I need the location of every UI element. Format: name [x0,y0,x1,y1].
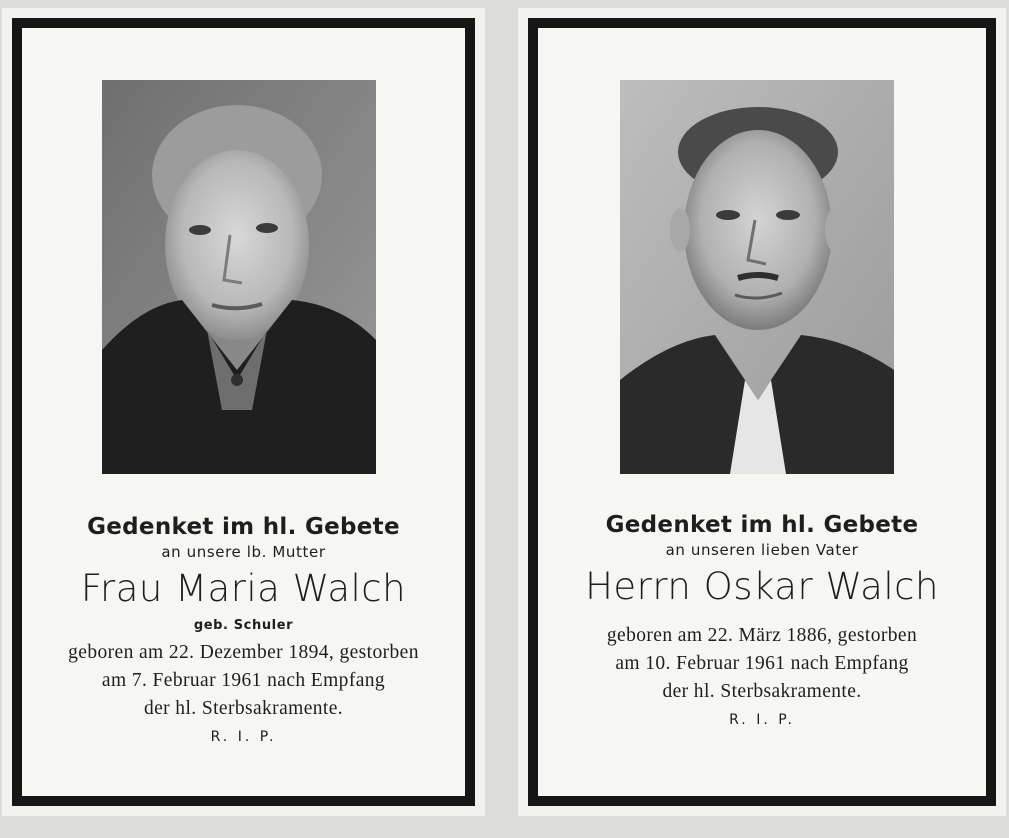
life-dates-line-3: der hl. Sterbsakramente. [662,681,862,702]
black-frame [528,18,996,806]
deceased-name: Herrn Oskar Walch [585,565,939,608]
life-dates-line-1: geboren am 22. Dezember 1894, gestorben [68,642,419,663]
rip-text: R. I. P. [210,729,277,745]
life-dates-line-2: am 7. Februar 1961 nach Empfang [101,670,386,691]
portrait-woman-image [102,80,376,474]
memorial-text-right [538,512,986,728]
rip-text: R. I. P. [729,712,795,728]
memorial-heading: Gedenket im hl. Gebete [605,512,919,538]
portrait-photo-woman [102,80,376,474]
black-frame [12,18,475,806]
life-dates-line-1: geboren am 22. März 1886, gestorben [606,625,918,646]
memorial-subheading: an unseren lieben Vater [665,541,859,559]
maiden-name: geb. Schuler [193,618,294,633]
life-dates-line-3: der hl. Sterbsakramente. [143,698,344,719]
deceased-name: Frau Maria Walch [80,567,407,610]
memorial-card-right [518,8,1006,816]
memorial-subheading: an unsere lb. Mutter [161,543,326,561]
memorial-heading: Gedenket im hl. Gebete [87,514,400,540]
life-dates-line-2: am 10. Februar 1961 nach Empfang [615,653,909,674]
memorial-text-left [22,514,465,745]
memorial-card-left [2,8,485,816]
portrait-photo-man [620,80,894,474]
portrait-man-image [620,80,894,474]
